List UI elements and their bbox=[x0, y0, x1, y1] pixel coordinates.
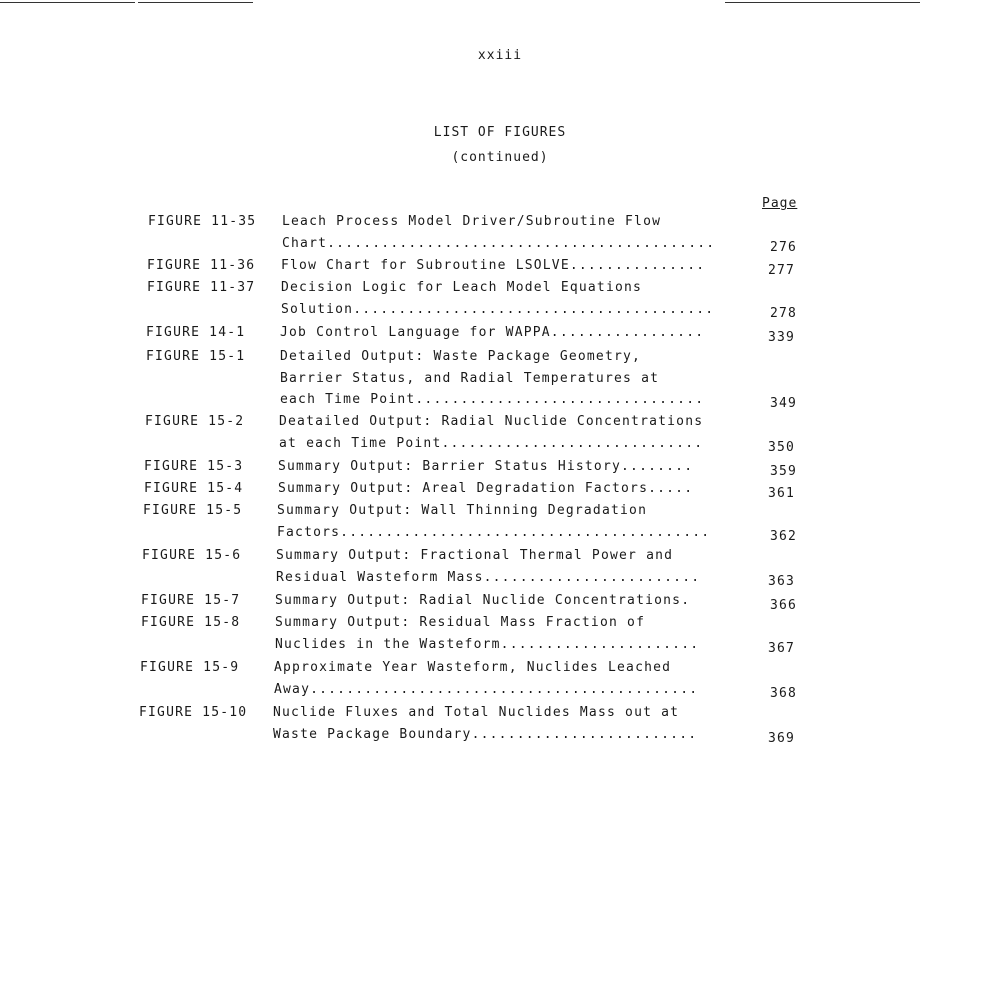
page-subtitle: (continued) bbox=[451, 150, 549, 165]
figure-title-line: at each Time Point............................. bbox=[279, 436, 704, 451]
figure-title-line: Residual Wasteform Mass........................ bbox=[276, 570, 701, 585]
figure-title-line: each Time Point................................ bbox=[280, 392, 705, 407]
page-title: LIST OF FIGURES bbox=[433, 125, 567, 140]
figure-title-line: Barrier Status, and Radial Temperatures at bbox=[280, 371, 660, 386]
figure-title-line: Flow Chart for Subroutine LSOLVE............... bbox=[281, 258, 706, 273]
figure-page-number: 276 bbox=[770, 240, 798, 255]
figure-page-number: 278 bbox=[770, 306, 798, 321]
figure-title-line: Chart........................................... bbox=[282, 236, 716, 251]
figure-page-number: 359 bbox=[770, 464, 798, 479]
figure-title-line: Summary Output: Wall Thinning Degradation bbox=[277, 503, 648, 518]
figure-title-line: Detailed Output: Waste Package Geometry, bbox=[280, 349, 642, 364]
figure-title-line: Summary Output: Residual Mass Fraction of bbox=[275, 615, 646, 630]
figure-title-line: Away........................................... bbox=[274, 682, 699, 697]
figure-title-line: Summary Output: Barrier Status History........ bbox=[278, 459, 694, 474]
scan-artifact-line bbox=[725, 2, 920, 3]
figure-label: FIGURE 14-1 bbox=[146, 325, 246, 340]
figure-page-number: 361 bbox=[768, 486, 796, 501]
scan-artifact-line bbox=[138, 2, 253, 3]
figure-page-number: 368 bbox=[770, 686, 798, 701]
figure-page-number: 349 bbox=[770, 396, 798, 411]
scan-artifact-line bbox=[0, 2, 135, 3]
figure-label: FIGURE 15-2 bbox=[145, 414, 245, 429]
figure-title-line: Deatailed Output: Radial Nuclide Concentrations bbox=[279, 414, 704, 429]
figure-page-number: 277 bbox=[768, 263, 796, 278]
figure-label: FIGURE 15-5 bbox=[143, 503, 243, 518]
figure-page-number: 363 bbox=[768, 574, 796, 589]
figure-title-line: Nuclide Fluxes and Total Nuclides Mass out at bbox=[273, 705, 680, 720]
figure-title-line: Summary Output: Radial Nuclide Concentrations. bbox=[275, 593, 691, 608]
figure-label: FIGURE 15-8 bbox=[141, 615, 241, 630]
figure-page-number: 366 bbox=[770, 598, 798, 613]
figure-page-number: 350 bbox=[768, 440, 796, 455]
figure-label: FIGURE 15-7 bbox=[141, 593, 241, 608]
figure-label: FIGURE 15-4 bbox=[144, 481, 244, 496]
figure-label: FIGURE 15-6 bbox=[142, 548, 242, 563]
figure-page-number: 362 bbox=[770, 529, 798, 544]
figure-label: FIGURE 11-36 bbox=[147, 258, 256, 273]
figure-title-line: Leach Process Model Driver/Subroutine Flow bbox=[282, 214, 662, 229]
figure-title-line: Solution........................................ bbox=[281, 302, 715, 317]
figure-label: FIGURE 15-9 bbox=[140, 660, 240, 675]
figure-title-line: Approximate Year Wasteform, Nuclides Leached bbox=[274, 660, 672, 675]
figure-title-line: Decision Logic for Leach Model Equations bbox=[281, 280, 643, 295]
figure-page-number: 369 bbox=[768, 731, 796, 746]
figure-label: FIGURE 15-10 bbox=[139, 705, 248, 720]
figure-page-number: 339 bbox=[768, 330, 796, 345]
figure-title-line: Waste Package Boundary......................... bbox=[273, 727, 698, 742]
figure-label: FIGURE 11-35 bbox=[148, 214, 257, 229]
figure-label: FIGURE 11-37 bbox=[147, 280, 256, 295]
figure-title-line: Nuclides in the Wasteform...................... bbox=[275, 637, 700, 652]
figure-title-line: Summary Output: Fractional Thermal Power and bbox=[276, 548, 674, 563]
figure-page-number: 367 bbox=[768, 641, 796, 656]
figure-title-line: Job Control Language for WAPPA................. bbox=[280, 325, 705, 340]
figure-title-line: Factors......................................... bbox=[277, 525, 711, 540]
page-column-header: Page bbox=[762, 196, 798, 211]
figure-label: FIGURE 15-3 bbox=[144, 459, 244, 474]
figure-title-line: Summary Output: Areal Degradation Factors..... bbox=[278, 481, 694, 496]
figure-label: FIGURE 15-1 bbox=[146, 349, 246, 364]
page-number: xxiii bbox=[477, 48, 523, 63]
